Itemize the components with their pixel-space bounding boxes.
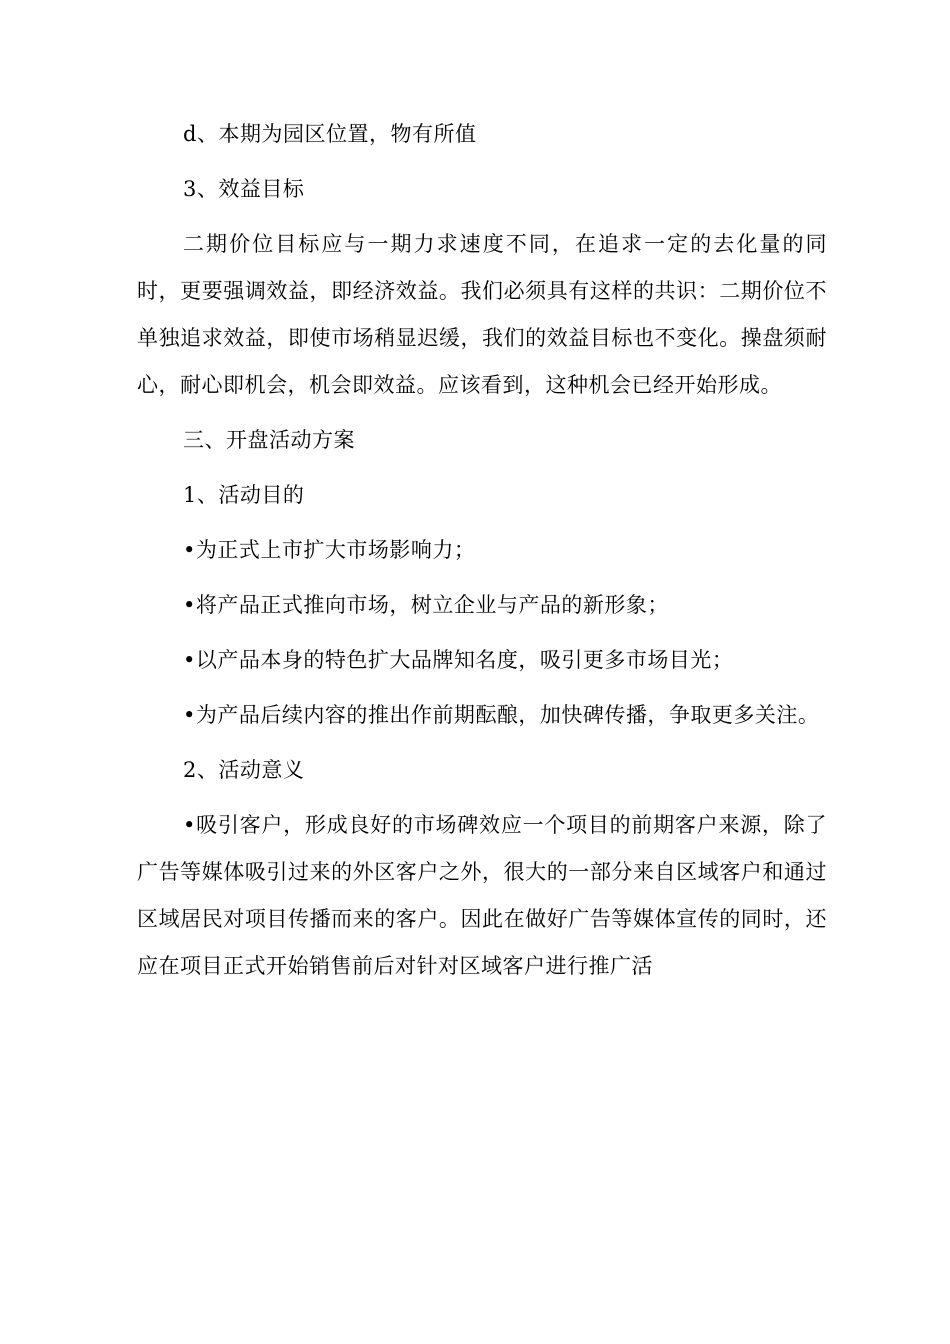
- paragraph-benefit-target: 二期价位目标应与一期力求速度不同，在追求一定的去化量的同时，更要强调效益，即经济效益。我们必须具有这样的共识：二期价位不单独追求效益，即使市场稍显迟缓，我们的效益目标也不变化。操盘须耐心，耐心即机会，机会即效益。应该看到，这种机会已经开始形成。: [137, 232, 827, 397]
- heading-benefit-target: 3、效益目标: [183, 177, 305, 201]
- document-body: [137, 111, 827, 998]
- bullet-follow-up-content: •为产品后续内容的推出作前期酝酿，加快碑传播，争取更多关注。: [183, 703, 820, 727]
- heading-event-purpose: 1、活动目的: [183, 483, 305, 507]
- bullet-attract-customers: •吸引客户，形成良好的市场碑效应一个项目的前期客户来源，除了广告等媒体吸引过来的外区客户之外，很大的一部分来自区域客户和通过区域居民对项目传播而来的客户。因此在做好广告等媒体宣传的同时，还应在项目正式开始销售前后对针对区域客户进行推广活: [137, 813, 827, 978]
- bullet-new-image: •将产品正式推向市场，树立企业与产品的新形象；: [183, 593, 669, 617]
- heading-event-significance: 2、活动意义: [183, 758, 305, 782]
- bullet-market-influence: •为正式上市扩大市场影响力；: [183, 538, 476, 562]
- bullet-brand-awareness: •以产品本身的特色扩大品牌知名度，吸引更多市场目光；: [183, 648, 734, 672]
- paragraph-location-value: d、本期为园区位置，物有所值: [183, 122, 477, 146]
- heading-opening-event-plan: 三、开盘活动方案: [183, 428, 355, 452]
